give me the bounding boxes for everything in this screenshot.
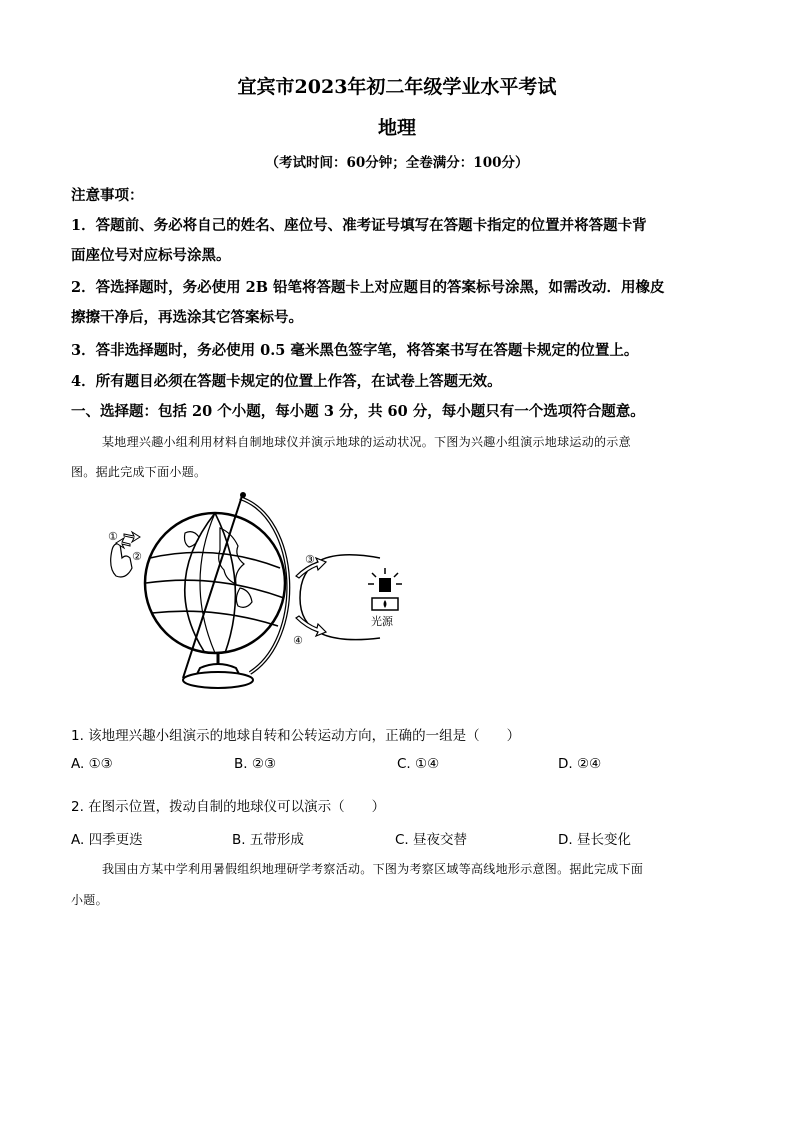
question-2-option-c: C. 昼夜交替: [395, 832, 468, 848]
notice-item-2-line1: 2．答选择题时，务必使用 2B 铅笔将答题卡上对应题目的答案标号涂黑，如需改动．用橡皮: [71, 279, 665, 296]
question-2-option-a: A. 四季更迭: [71, 832, 143, 848]
label-2: ②: [132, 550, 142, 563]
globe-figure: [100, 488, 430, 703]
question-2-option-d: D. 昼长变化: [558, 832, 631, 848]
light-source-label: 光源: [371, 615, 393, 628]
label-3: ③: [305, 553, 315, 566]
question-1-option-a: A. ①③: [71, 756, 113, 772]
notice-item-2-line2: 擦擦干净后，再选涂其它答案标号。: [71, 309, 303, 326]
label-4: ④: [293, 634, 303, 647]
intro-line-1: 某地理兴趣小组利用材料自制地球仪并演示地球的运动状况。下图为兴趣小组演示地球运动的示意: [102, 435, 631, 449]
exam-title: 宜宾市2023年初二年级学业水平考试: [237, 76, 557, 98]
notice-item-1-line1: 1．答题前、务必将自己的姓名、座位号、准考证号填写在答题卡指定的位置并将答题卡背: [71, 217, 647, 234]
notice-item-4: 4．所有题目必须在答题卡规定的位置上作答，在试卷上答题无效。: [71, 373, 502, 390]
section-heading: 一、选择题：包括 20 个小题，每小题 3 分，共 60 分，每小题只有一个选项符合题意。: [71, 403, 645, 420]
arrow-4: [296, 616, 326, 636]
notice-item-1-line2: 面座位号对应标号涂黑。: [71, 247, 231, 264]
light-source-icon: [368, 568, 402, 610]
question-1-stem: 1. 该地理兴趣小组演示的地球自转和公转运动方向，正确的一组是（ ）: [71, 728, 521, 744]
question-1-option-d: D. ②④: [558, 756, 602, 772]
question-2-stem: 2. 在图示位置，拨动自制的地球仪可以演示（ ）: [71, 799, 386, 815]
intro2-line-1: 我国由方某中学利用暑假组织地理研学考察活动。下图为考察区域等高线地形示意图。据此完成下面: [102, 862, 644, 876]
notice-item-3: 3．答非选择题时，务必使用 0.5 毫米黑色签字笔，将答案书写在答题卡规定的位置上。: [71, 342, 639, 359]
intro-line-2: 图。据此完成下面小题。: [71, 465, 207, 479]
exam-time-info: （考试时间：60分钟；全卷满分：100分）: [265, 155, 529, 171]
question-2-option-b: B. 五带形成: [232, 832, 304, 848]
notice-heading: 注意事项：: [71, 187, 144, 204]
question-1-option-c: C. ①④: [397, 756, 440, 772]
label-1: ①: [108, 530, 118, 543]
hand-icon: [111, 544, 132, 577]
subject-title: 地理: [377, 117, 416, 139]
intro2-line-2: 小题。: [71, 893, 108, 907]
globe-body: [145, 513, 285, 653]
question-1-option-b: B. ②③: [234, 756, 277, 772]
